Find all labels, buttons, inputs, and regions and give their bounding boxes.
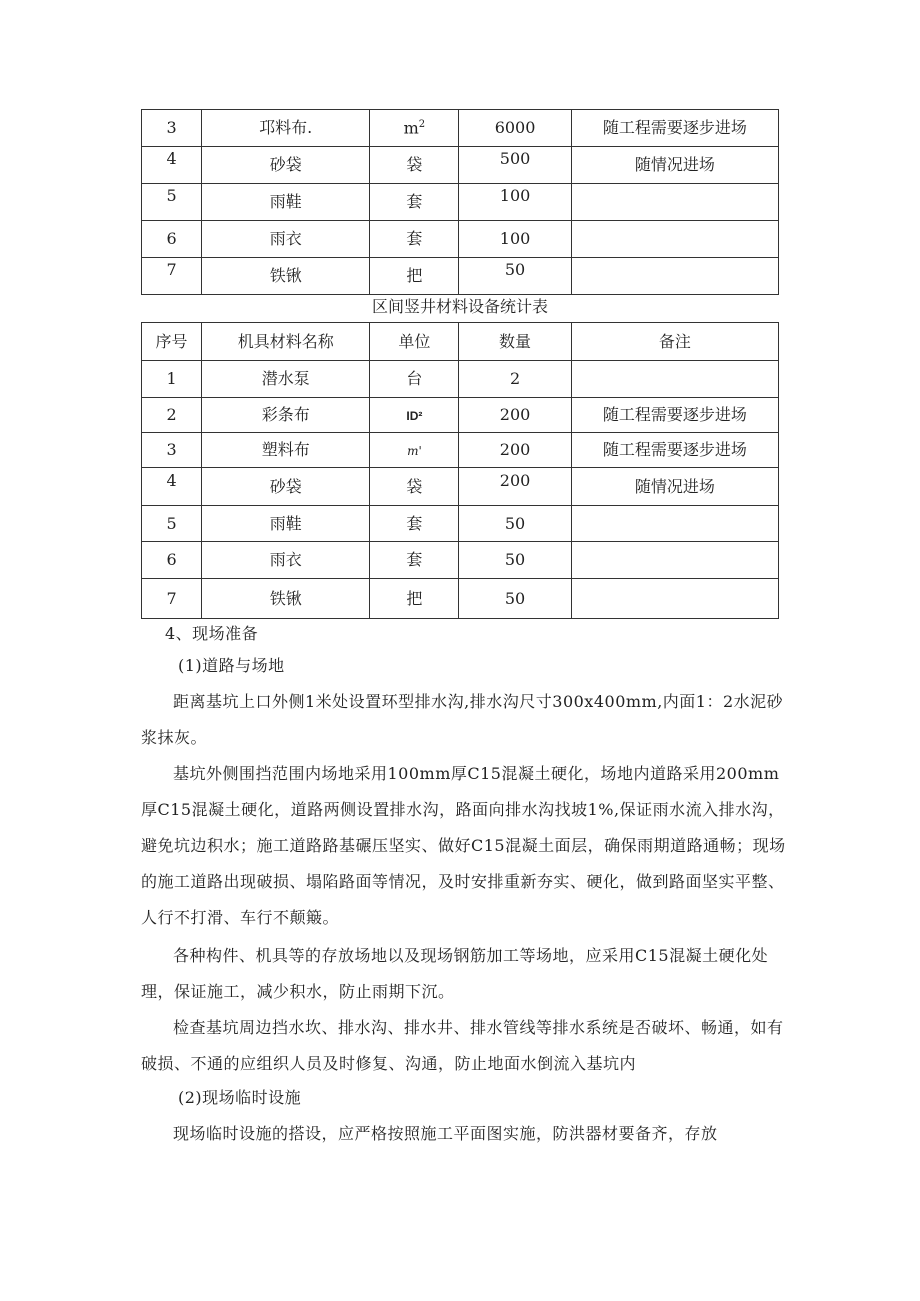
- subsection-heading: (1)道路与场地: [178, 656, 285, 675]
- row-no: [142, 258, 202, 295]
- row-no: [142, 468, 202, 506]
- row-no: 5: [142, 506, 202, 542]
- row-no: 3: [142, 110, 202, 147]
- row-unit: 套: [370, 221, 459, 258]
- row-note: [571, 542, 778, 579]
- header-name: 机具材料名称: [202, 323, 370, 361]
- row-no: 1: [142, 361, 202, 398]
- header-note: 备注: [571, 323, 778, 361]
- row-unit: [370, 398, 459, 433]
- row-name: 塑料布: [202, 433, 370, 468]
- row-unit: [370, 433, 459, 468]
- paragraph: 距离基坑上口外侧1米处设置环型排水沟,排水沟尺寸300x400mm,内面1：2水泥砂浆抹灰。: [141, 692, 784, 747]
- row-no: 7: [142, 579, 202, 619]
- row-note: 随工程需要逐步进场: [571, 433, 778, 468]
- row-note: [571, 258, 778, 295]
- row-note: [571, 184, 778, 221]
- row-note: 随工程需要逐步进场: [571, 398, 778, 433]
- row-no: [142, 147, 202, 184]
- materials-table-continued: [141, 109, 779, 295]
- table-row: [142, 398, 779, 433]
- row-name: 雨鞋: [202, 184, 370, 221]
- row-qty: 6000: [459, 110, 571, 147]
- table-row: [142, 468, 779, 506]
- table-row: [142, 361, 779, 398]
- unit-text: ID²: [406, 409, 423, 424]
- row-no: [142, 184, 202, 221]
- row-no-text: 7: [166, 260, 177, 280]
- row-qty: 200: [459, 398, 571, 433]
- table-caption: 区间竖井材料设备统计表: [371, 297, 548, 316]
- row-qty: [459, 147, 571, 184]
- shaft-materials-table: [141, 322, 779, 619]
- row-name: 雨衣: [202, 542, 370, 579]
- row-qty: 100: [459, 221, 571, 258]
- header-unit: 单位: [370, 323, 459, 361]
- row-no-text: 5: [166, 186, 177, 206]
- row-unit: [370, 110, 459, 147]
- table-header-row: [142, 323, 779, 361]
- row-unit: 台: [370, 361, 459, 398]
- row-name: 雨鞋: [202, 506, 370, 542]
- table-row: [142, 147, 779, 184]
- row-note: [571, 579, 778, 619]
- row-name: 铁锹: [202, 258, 370, 295]
- row-name: 雨衣: [202, 221, 370, 258]
- row-name: 砂袋: [202, 468, 370, 506]
- row-no: 3: [142, 433, 202, 468]
- row-no-text: 4: [166, 149, 177, 169]
- row-unit: 套: [370, 506, 459, 542]
- row-note: 随情况进场: [571, 147, 778, 184]
- row-unit: 袋: [370, 147, 459, 184]
- paragraph: 各种构件、机具等的存放场地以及现场钢筋加工等场地，应采用C15混凝土硬化处理，保证施工，减少积水，防止雨期下沉。: [141, 946, 769, 1001]
- table-row: [142, 506, 779, 542]
- row-qty: 200: [459, 433, 571, 468]
- row-qty: 50: [459, 542, 571, 579]
- table-row: [142, 433, 779, 468]
- row-name: 铁锹: [202, 579, 370, 619]
- paragraph: 检查基坑周边挡水坎、排水沟、排水井、排水管线等排水系统是否破坏、畅通，如有破损、不通的应组织人员及时修复、沟通，防止地面水倒流入基坑内: [141, 1018, 784, 1073]
- row-qty: 2: [459, 361, 571, 398]
- paragraph: 基坑外侧围挡范围内场地采用100mm厚C15混凝土硬化，场地内道路采用200mm厚C15混凝土硬化，道路两侧设置排水沟，路面向排水沟找坡1%,保证雨水流入排水沟，避免坑边积水；施工道路路基碾压坚实、做好C15混凝土面层，确保雨期道路通畅；现场的施工道路出现破损、塌陷路面等情况，及时安排重新夯实、硬化，做到路面坚实平整、人行不打滑、车行不颠簸。: [141, 764, 786, 927]
- row-qty-text: 50: [504, 260, 526, 280]
- subsection-heading: (2)现场临时设施: [178, 1088, 302, 1107]
- unit-text: m: [403, 118, 419, 138]
- table-row: [142, 579, 779, 619]
- row-unit: 把: [370, 579, 459, 619]
- row-unit: 袋: [370, 468, 459, 506]
- row-no: 2: [142, 398, 202, 433]
- row-no-text: 4: [166, 470, 177, 490]
- unit-superscript: 2: [418, 119, 426, 131]
- header-no: 序号: [142, 323, 202, 361]
- table-row: [142, 258, 779, 295]
- row-no: 6: [142, 221, 202, 258]
- row-qty-text: 200: [499, 470, 531, 490]
- row-name: 砂袋: [202, 147, 370, 184]
- row-note: [571, 506, 778, 542]
- row-qty-text: 100: [499, 186, 531, 206]
- row-name: 彩条布: [202, 398, 370, 433]
- table-row: [142, 542, 779, 579]
- header-qty: 数量: [459, 323, 571, 361]
- row-note: 随工程需要逐步进场: [571, 110, 778, 147]
- row-note: [571, 221, 778, 258]
- row-qty: 50: [459, 506, 571, 542]
- row-qty: [459, 184, 571, 221]
- row-qty: [459, 468, 571, 506]
- section-heading: 4、现场准备: [165, 624, 259, 643]
- table-row: [142, 221, 779, 258]
- row-unit: 套: [370, 542, 459, 579]
- row-no: 6: [142, 542, 202, 579]
- unit-text: m': [407, 444, 422, 459]
- row-qty-text: 500: [499, 149, 531, 169]
- row-unit: 把: [370, 258, 459, 295]
- row-note: 随情况进场: [571, 468, 778, 506]
- row-qty: [459, 258, 571, 295]
- table-row: [142, 184, 779, 221]
- table-row: [142, 110, 779, 147]
- row-unit: 套: [370, 184, 459, 221]
- row-note: [571, 361, 778, 398]
- row-name: 邛料布.: [202, 110, 370, 147]
- row-qty: 50: [459, 579, 571, 619]
- row-name: 潜水泵: [202, 361, 370, 398]
- paragraph: 现场临时设施的搭设，应严格按照施工平面图实施，防洪器材要备齐，存放: [173, 1124, 718, 1143]
